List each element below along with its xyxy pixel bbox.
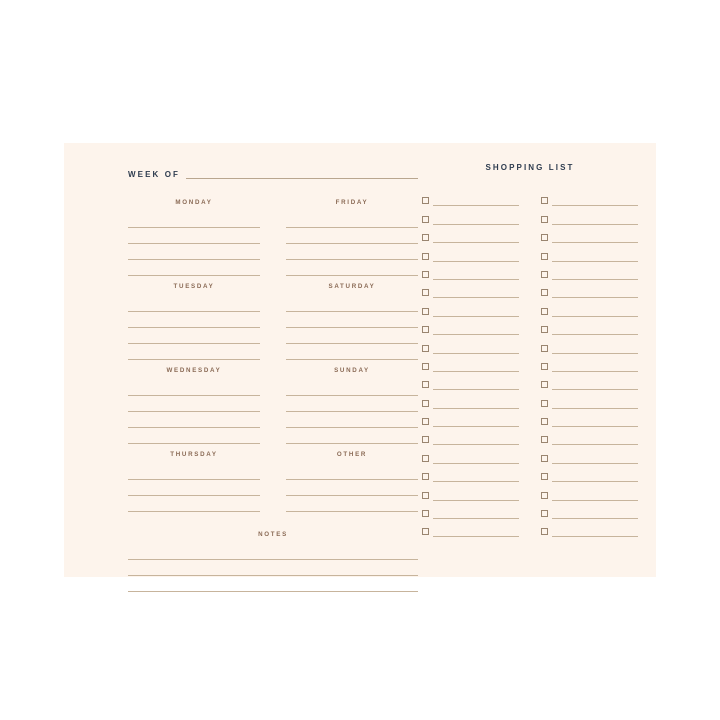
week-of-write-line[interactable]: [186, 169, 418, 179]
write-line[interactable]: [552, 308, 638, 317]
notes-lines: [128, 544, 418, 592]
write-line[interactable]: [286, 260, 418, 276]
write-line[interactable]: [128, 576, 418, 592]
shopping-list-section: [422, 163, 638, 537]
write-line[interactable]: [128, 412, 260, 428]
empty-checkbox-icon[interactable]: [422, 381, 429, 388]
day-title: FRIDAY: [335, 199, 369, 206]
write-line[interactable]: [286, 344, 418, 360]
write-line[interactable]: [128, 464, 260, 480]
write-line[interactable]: [128, 544, 418, 560]
write-line[interactable]: [286, 480, 418, 496]
shopping-list-row[interactable]: [422, 317, 519, 335]
shopping-list-row[interactable]: [541, 335, 638, 353]
shopping-list-row[interactable]: [541, 262, 638, 280]
write-line[interactable]: [433, 510, 519, 519]
empty-checkbox-icon[interactable]: [541, 400, 548, 407]
empty-checkbox-icon[interactable]: [541, 510, 548, 517]
write-line[interactable]: [552, 326, 638, 335]
write-line[interactable]: [552, 289, 638, 298]
day-block-wednesday: [128, 367, 260, 451]
empty-checkbox-icon[interactable]: [541, 436, 548, 443]
empty-checkbox-icon[interactable]: [541, 253, 548, 260]
write-line[interactable]: [552, 345, 638, 354]
shopping-list-row[interactable]: [541, 501, 638, 519]
write-line[interactable]: [552, 473, 638, 482]
shopping-list-row[interactable]: [422, 188, 519, 206]
shopping-list-row[interactable]: [541, 390, 638, 408]
shopping-list-row[interactable]: [422, 409, 519, 427]
write-line[interactable]: [128, 228, 260, 244]
empty-checkbox-icon[interactable]: [422, 418, 429, 425]
shopping-list-row[interactable]: [541, 298, 638, 316]
write-line[interactable]: [128, 344, 260, 360]
day-title: TUESDAY: [173, 283, 215, 290]
shopping-list-row[interactable]: [541, 464, 638, 482]
write-line[interactable]: [433, 326, 519, 335]
empty-checkbox-icon[interactable]: [541, 363, 548, 370]
write-line[interactable]: [128, 428, 260, 444]
day-lines: [128, 464, 260, 512]
shopping-list-row[interactable]: [541, 372, 638, 390]
weekly-section: [128, 163, 418, 563]
shopping-list-row[interactable]: [541, 225, 638, 243]
shopping-list-row[interactable]: [422, 427, 519, 445]
write-line[interactable]: [433, 473, 519, 482]
empty-checkbox-icon[interactable]: [422, 363, 429, 370]
write-line[interactable]: [433, 308, 519, 317]
write-line[interactable]: [552, 455, 638, 464]
write-line[interactable]: [552, 510, 638, 519]
write-line[interactable]: [552, 253, 638, 262]
day-grid: [128, 199, 418, 535]
shopping-list-row[interactable]: [541, 482, 638, 500]
day-title: THURSDAY: [170, 451, 218, 458]
empty-checkbox-icon[interactable]: [422, 492, 429, 499]
day-block-monday: [128, 199, 260, 283]
write-line[interactable]: [433, 363, 519, 372]
write-line[interactable]: [552, 436, 638, 445]
write-line[interactable]: [128, 260, 260, 276]
shopping-list-row[interactable]: [541, 409, 638, 427]
write-line[interactable]: [128, 328, 260, 344]
shopping-list-row[interactable]: [422, 225, 519, 243]
empty-checkbox-icon[interactable]: [422, 216, 429, 223]
shopping-list-row[interactable]: [422, 206, 519, 224]
empty-checkbox-icon[interactable]: [541, 216, 548, 223]
empty-checkbox-icon[interactable]: [422, 455, 429, 462]
day-block-friday: [286, 199, 418, 283]
write-line[interactable]: [433, 197, 519, 206]
shopping-list-row[interactable]: [541, 317, 638, 335]
day-block-other: [286, 451, 418, 535]
day-title: SUNDAY: [334, 367, 370, 374]
write-line[interactable]: [286, 464, 418, 480]
write-line[interactable]: [286, 212, 418, 228]
day-lines: [128, 380, 260, 444]
empty-checkbox-icon[interactable]: [541, 528, 548, 535]
write-line[interactable]: [286, 412, 418, 428]
shopping-list-row[interactable]: [422, 519, 519, 537]
shopping-list-row[interactable]: [541, 427, 638, 445]
empty-checkbox-icon[interactable]: [541, 197, 548, 204]
shopping-list-row[interactable]: [541, 354, 638, 372]
empty-checkbox-icon[interactable]: [422, 289, 429, 296]
day-block-tuesday: [128, 283, 260, 367]
write-line[interactable]: [286, 396, 418, 412]
write-line[interactable]: [552, 418, 638, 427]
notes-section: [128, 531, 418, 592]
shopping-list-title: SHOPPING LIST: [485, 163, 575, 172]
day-block-saturday: [286, 283, 418, 367]
empty-checkbox-icon[interactable]: [541, 418, 548, 425]
shopping-list-row[interactable]: [422, 354, 519, 372]
write-line[interactable]: [552, 528, 638, 537]
empty-checkbox-icon[interactable]: [422, 271, 429, 278]
empty-checkbox-icon[interactable]: [422, 436, 429, 443]
empty-checkbox-icon[interactable]: [541, 473, 548, 480]
day-lines: [286, 212, 418, 276]
empty-checkbox-icon[interactable]: [422, 197, 429, 204]
write-line[interactable]: [433, 455, 519, 464]
write-line[interactable]: [286, 496, 418, 512]
empty-checkbox-icon[interactable]: [422, 400, 429, 407]
week-of-label: WEEK OF: [128, 170, 181, 179]
week-of-row: [128, 163, 418, 179]
shopping-columns: [422, 188, 638, 537]
write-line[interactable]: [433, 234, 519, 243]
write-line[interactable]: [128, 560, 418, 576]
write-line[interactable]: [433, 400, 519, 409]
planner-sheet: [64, 143, 656, 577]
write-line[interactable]: [552, 197, 638, 206]
day-title: MONDAY: [175, 199, 213, 206]
day-block-thursday: [128, 451, 260, 535]
day-lines: [286, 464, 418, 512]
day-block-sunday: [286, 367, 418, 451]
shopping-list-row[interactable]: [422, 372, 519, 390]
write-line[interactable]: [433, 253, 519, 262]
write-line[interactable]: [552, 271, 638, 280]
shopping-list-row[interactable]: [422, 262, 519, 280]
write-line[interactable]: [286, 380, 418, 396]
empty-checkbox-icon[interactable]: [422, 510, 429, 517]
shopping-list-row[interactable]: [422, 464, 519, 482]
empty-checkbox-icon[interactable]: [422, 528, 429, 535]
empty-checkbox-icon[interactable]: [422, 253, 429, 260]
shopping-list-row[interactable]: [422, 280, 519, 298]
shopping-list-row[interactable]: [422, 298, 519, 316]
empty-checkbox-icon[interactable]: [541, 234, 548, 241]
write-line[interactable]: [128, 496, 260, 512]
day-lines: [286, 296, 418, 360]
empty-checkbox-icon[interactable]: [541, 289, 548, 296]
write-line[interactable]: [433, 436, 519, 445]
write-line[interactable]: [128, 396, 260, 412]
empty-checkbox-icon[interactable]: [541, 308, 548, 315]
write-line[interactable]: [128, 212, 260, 228]
write-line[interactable]: [286, 312, 418, 328]
write-line[interactable]: [552, 400, 638, 409]
day-lines: [128, 212, 260, 276]
empty-checkbox-icon[interactable]: [422, 308, 429, 315]
empty-checkbox-icon[interactable]: [541, 326, 548, 333]
write-line[interactable]: [128, 480, 260, 496]
write-line[interactable]: [286, 328, 418, 344]
shopping-list-row[interactable]: [422, 390, 519, 408]
write-line[interactable]: [433, 216, 519, 225]
write-line[interactable]: [128, 312, 260, 328]
shopping-list-row[interactable]: [422, 501, 519, 519]
shopping-list-row[interactable]: [541, 243, 638, 261]
write-line[interactable]: [286, 228, 418, 244]
write-line[interactable]: [128, 244, 260, 260]
shopping-list-row[interactable]: [541, 445, 638, 463]
empty-checkbox-icon[interactable]: [541, 271, 548, 278]
write-line[interactable]: [286, 428, 418, 444]
shopping-list-row[interactable]: [422, 335, 519, 353]
write-line[interactable]: [286, 244, 418, 260]
write-line[interactable]: [433, 345, 519, 354]
shopping-list-row[interactable]: [541, 188, 638, 206]
write-line[interactable]: [433, 271, 519, 280]
shopping-list-row[interactable]: [422, 445, 519, 463]
empty-checkbox-icon[interactable]: [422, 345, 429, 352]
write-line[interactable]: [552, 492, 638, 501]
shopping-list-row[interactable]: [422, 243, 519, 261]
empty-checkbox-icon[interactable]: [541, 455, 548, 462]
notes-title: NOTES: [258, 531, 288, 538]
shopping-column-left: [422, 188, 519, 537]
write-line[interactable]: [552, 381, 638, 390]
empty-checkbox-icon[interactable]: [422, 326, 429, 333]
empty-checkbox-icon[interactable]: [541, 492, 548, 499]
day-title: WEDNESDAY: [166, 367, 222, 374]
day-lines: [286, 380, 418, 444]
day-lines: [128, 296, 260, 360]
day-title: SATURDAY: [328, 283, 376, 290]
write-line[interactable]: [128, 380, 260, 396]
write-line[interactable]: [552, 363, 638, 372]
write-line[interactable]: [433, 381, 519, 390]
write-line[interactable]: [433, 528, 519, 537]
shopping-list-row[interactable]: [541, 519, 638, 537]
write-line[interactable]: [128, 296, 260, 312]
write-line[interactable]: [433, 289, 519, 298]
empty-checkbox-icon[interactable]: [541, 345, 548, 352]
shopping-column-right: [541, 188, 638, 537]
write-line[interactable]: [433, 492, 519, 501]
write-line[interactable]: [433, 418, 519, 427]
shopping-list-row[interactable]: [422, 482, 519, 500]
shopping-list-row[interactable]: [541, 206, 638, 224]
write-line[interactable]: [552, 216, 638, 225]
day-title: OTHER: [336, 451, 368, 458]
empty-checkbox-icon[interactable]: [541, 381, 548, 388]
empty-checkbox-icon[interactable]: [422, 234, 429, 241]
empty-checkbox-icon[interactable]: [422, 473, 429, 480]
write-line[interactable]: [286, 296, 418, 312]
shopping-list-row[interactable]: [541, 280, 638, 298]
write-line[interactable]: [552, 234, 638, 243]
